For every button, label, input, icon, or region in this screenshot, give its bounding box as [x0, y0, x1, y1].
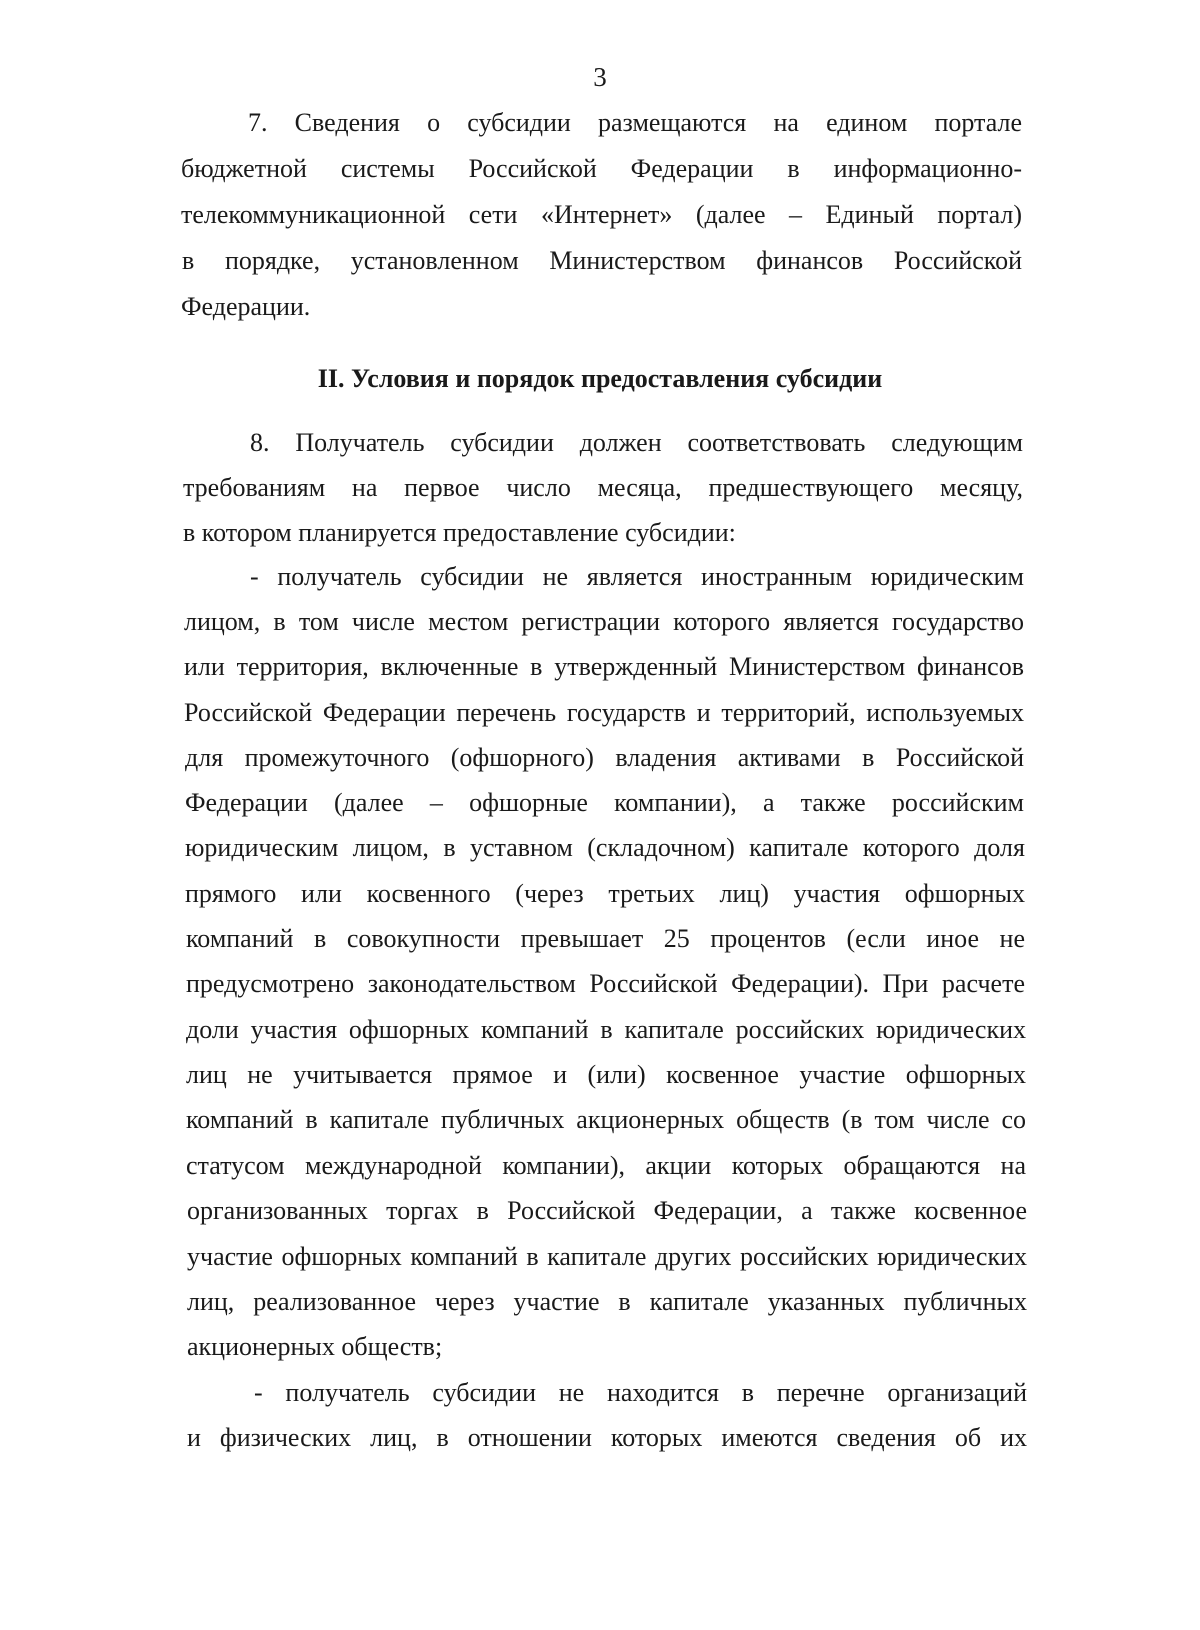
text-line: в котором планируется предоставление субсидии: — [183, 518, 736, 547]
text-line: лиц не учитывается прямое и (или) косвенное участие офшорных — [186, 1060, 1026, 1089]
text-line: Федерации. — [181, 292, 311, 321]
text-line: в порядке, установленном Министерством финансов Российской — [182, 246, 1022, 275]
text-line: компаний в совокупности превышает 25 процентов (если иное не — [186, 924, 1025, 953]
text-line: Российской Федерации перечень государств и территорий, используемых — [184, 698, 1024, 727]
text-line: требованиям на первое число месяца, предшествующего месяцу, — [183, 473, 1023, 502]
text-line: доли участия офшорных компаний в капитале российских юридических — [186, 1015, 1026, 1044]
page-number: 3 — [593, 62, 607, 92]
text-line: для промежуточного (офшорного) владения активами в Российской — [185, 743, 1024, 772]
text-line: лицом, в том числе местом регистрации которого является государство — [184, 607, 1024, 636]
text-line: прямого или косвенного (через третьих лиц) участия офшорных — [185, 879, 1025, 908]
text-line: - получатель субсидии не является иностранным юридическим — [250, 562, 1024, 591]
text-line: компаний в капитале публичных акционерных обществ (в том числе со — [186, 1105, 1026, 1134]
text-line: участие офшорных компаний в капитале других российских юридических — [187, 1242, 1027, 1271]
text-line: 7. Сведения о субсидии размещаются на едином портале — [248, 108, 1022, 137]
text-line: лиц, реализованное через участие в капитале указанных публичных — [187, 1287, 1027, 1316]
text-line: юридическим лицом, в уставном (складочном) капитале которого доля — [185, 833, 1025, 862]
text-line: организованных торгах в Российской Федерации, а также косвенное — [187, 1196, 1027, 1225]
text-line: - получатель субсидии не находится в перечне организаций — [254, 1378, 1027, 1407]
text-line: предусмотрено законодательством Российской Федерации). При расчете — [186, 969, 1025, 998]
text-line: 8. Получатель субсидии должен соответствовать следующим — [250, 428, 1023, 457]
text-line: статусом международной компании), акции которых обращаются на — [186, 1151, 1026, 1180]
text-line: и физических лиц, в отношении которых имеются сведения об их — [187, 1423, 1027, 1452]
text-line: или территория, включенные в утвержденный Министерством финансов — [184, 652, 1024, 681]
section-heading: II. Условия и порядок предоставления субсидии — [317, 364, 883, 393]
text-line: акционерных обществ; — [187, 1332, 443, 1361]
text-line: бюджетной системы Российской Федерации в информационно- — [181, 154, 1022, 183]
text-line: телекоммуникационной сети «Интернет» (далее – Единый портал) — [181, 200, 1022, 229]
text-line: Федерации (далее – офшорные компании), а также российским — [185, 788, 1024, 817]
